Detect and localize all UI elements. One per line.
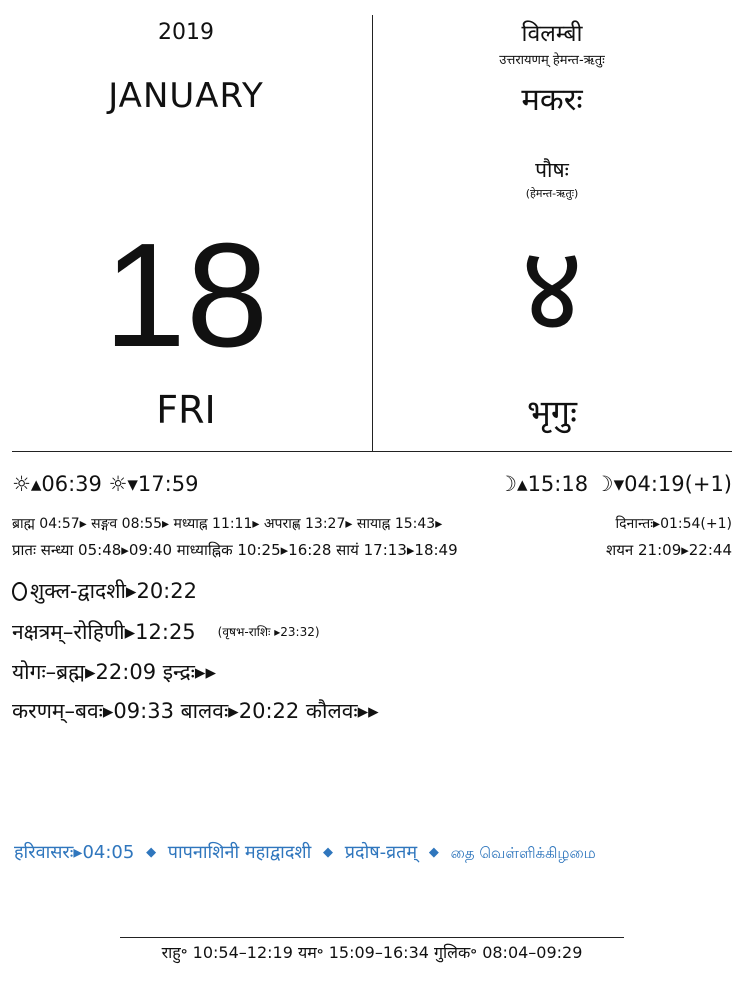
shayana-time: शयन 21:09▸22:44 xyxy=(606,541,732,559)
footer-divider xyxy=(120,937,624,938)
yoga-row: योगः–ब्रह्म▸22:09 इन्द्रः▸▸ xyxy=(12,660,217,684)
horizontal-divider xyxy=(12,451,732,452)
muhurta-day-parts: ब्राह्म 04:57▸ सङ्गव 08:55▸ मध्याह्न 11:11▸ अपराह्ण 13:27▸ सायाह्न 15:43▸ xyxy=(12,516,443,532)
samvatsara-name: विलम्बी xyxy=(521,21,583,47)
lunar-month-ritu: (हेमन्त-ऋतुः) xyxy=(525,187,579,200)
festival-pradosha: प्रदोष-व्रतम् xyxy=(344,842,418,863)
tithi-row xyxy=(12,577,197,605)
festival-harivasara: हरिवासरः▸04:05 xyxy=(14,842,135,863)
moonrise-moonset: ☽▴15:18 ☽▾04:19(+1) xyxy=(498,472,732,496)
day-number: 18 xyxy=(103,213,269,378)
nakshatra-row xyxy=(12,618,320,646)
ayana-ritu: उत्तरायणम् हेमन्त-ऋतुः xyxy=(499,53,605,68)
karana-row: करणम्–बवः▸09:33 बालवः▸20:22 कौलवः▸▸ xyxy=(12,699,379,723)
moon-phase-icon xyxy=(12,582,27,601)
diamond-separator-icon: ◆ xyxy=(146,845,157,860)
diamond-separator-icon: ◆ xyxy=(323,845,334,860)
solar-rashi: मकरः xyxy=(521,82,583,118)
sunrise-sunset: ☼▴06:39 ☼▾17:59 xyxy=(12,472,199,496)
sandhya-times: प्रातः सन्ध्या 05:48▸09:40 माध्याह्निक 10:25▸16:28 सायं 17:13▸18:49 xyxy=(12,541,458,559)
solar-day-numeral: ४ xyxy=(520,220,584,359)
nakshatra-text: नक्षत्रम्–रोहिणी▸12:25 xyxy=(12,620,196,644)
festival-line xyxy=(14,840,596,864)
festival-tamil: தை வெள்ளிக்கிழமை xyxy=(450,844,596,862)
festival-papanashini: पापनाशिनी महाद्वादशी xyxy=(167,842,312,863)
month-label: JANUARY xyxy=(108,76,264,116)
inauspicious-times: राहु॰ 10:54–12:19 यम॰ 15:09–16:34 गुलिक॰ 08:04–09:29 xyxy=(161,943,583,962)
tithi-text: शुक्ल-द्वादशी▸20:22 xyxy=(30,579,197,603)
vaara-name: भृगुः xyxy=(527,393,577,433)
nakshatra-rashi-note: (वृषभ-राशिः ▸23:32) xyxy=(217,625,320,639)
lunar-month: पौषः xyxy=(535,158,569,182)
year-label: 2019 xyxy=(158,20,214,45)
diamond-separator-icon: ◆ xyxy=(428,845,439,860)
dinanta-time: दिनान्तः▸01:54(+1) xyxy=(615,516,732,532)
weekday-label: FRI xyxy=(156,388,216,432)
